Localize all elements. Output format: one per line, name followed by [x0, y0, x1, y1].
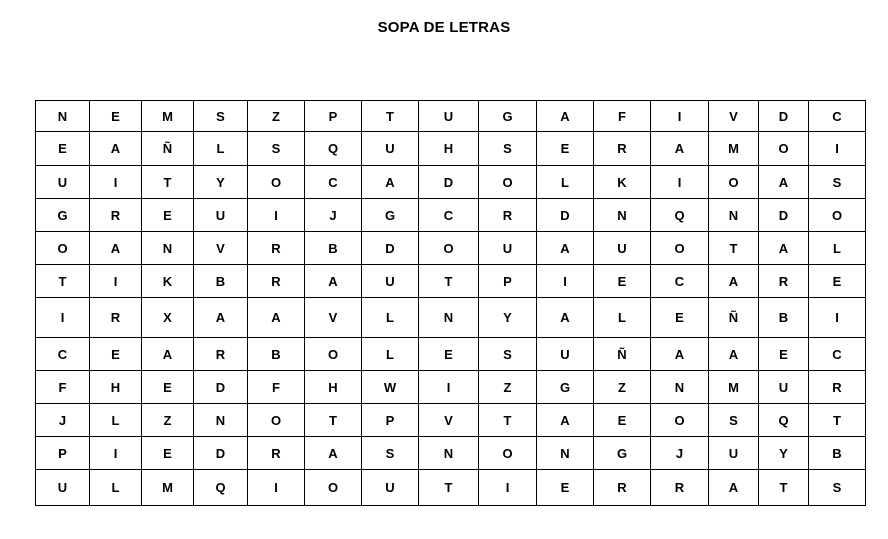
grid-cell: S	[248, 132, 305, 166]
grid-cell: P	[36, 437, 90, 470]
grid-cell: O	[651, 404, 709, 437]
grid-cell: U	[594, 232, 651, 265]
grid-cell: I	[651, 166, 709, 199]
grid-cell: L	[194, 132, 248, 166]
grid-cell: N	[419, 437, 479, 470]
grid-cell: S	[362, 437, 419, 470]
grid-cell: U	[194, 199, 248, 232]
grid-cell: L	[537, 166, 594, 199]
grid-cell: C	[809, 338, 866, 371]
grid-cell: N	[537, 437, 594, 470]
grid-cell: H	[90, 371, 142, 404]
grid-cell: A	[248, 298, 305, 338]
grid-cell: E	[142, 437, 194, 470]
word-search-grid	[35, 100, 866, 506]
grid-row	[36, 371, 866, 404]
grid-cell: S	[809, 166, 866, 199]
grid-cell: Z	[248, 101, 305, 132]
grid-cell: I	[537, 265, 594, 298]
grid-cell: G	[36, 199, 90, 232]
grid-cell: U	[419, 101, 479, 132]
grid-cell: X	[142, 298, 194, 338]
grid-cell: N	[709, 199, 759, 232]
grid-cell: N	[651, 371, 709, 404]
grid-cell: U	[709, 437, 759, 470]
grid-cell: D	[194, 371, 248, 404]
grid-cell: R	[594, 470, 651, 506]
grid-row	[36, 404, 866, 437]
grid-cell: T	[479, 404, 537, 437]
grid-cell: D	[759, 101, 809, 132]
grid-cell: I	[479, 470, 537, 506]
grid-cell: J	[651, 437, 709, 470]
grid-cell: O	[709, 166, 759, 199]
grid-row	[36, 470, 866, 506]
grid-cell: E	[90, 101, 142, 132]
grid-row	[36, 338, 866, 371]
grid-cell: O	[419, 232, 479, 265]
grid-cell: G	[479, 101, 537, 132]
grid-cell: O	[305, 470, 362, 506]
grid-cell: T	[809, 404, 866, 437]
grid-cell: G	[537, 371, 594, 404]
grid-cell: T	[362, 101, 419, 132]
grid-cell: R	[248, 265, 305, 298]
grid-cell: V	[305, 298, 362, 338]
grid-cell: D	[362, 232, 419, 265]
grid-cell: T	[305, 404, 362, 437]
grid-cell: T	[36, 265, 90, 298]
grid-cell: A	[537, 232, 594, 265]
grid-cell: S	[709, 404, 759, 437]
grid-cell: L	[594, 298, 651, 338]
grid-cell: Ñ	[142, 132, 194, 166]
grid-cell: Ñ	[594, 338, 651, 371]
grid-cell: B	[305, 232, 362, 265]
grid-cell: T	[419, 470, 479, 506]
grid-cell: B	[759, 298, 809, 338]
grid-cell: D	[194, 437, 248, 470]
grid-row	[36, 166, 866, 199]
grid-cell: O	[479, 166, 537, 199]
grid-cell: E	[537, 470, 594, 506]
page-title: SOPA DE LETRAS	[377, 19, 511, 36]
grid-cell: S	[194, 101, 248, 132]
grid-cell: I	[90, 437, 142, 470]
grid-cell: I	[248, 470, 305, 506]
grid-cell: Y	[479, 298, 537, 338]
grid-cell: A	[759, 166, 809, 199]
grid-cell: A	[709, 338, 759, 371]
grid-cell: U	[36, 166, 90, 199]
grid-cell: L	[362, 298, 419, 338]
grid-cell: F	[36, 371, 90, 404]
grid-cell: Z	[479, 371, 537, 404]
grid-cell: B	[194, 265, 248, 298]
grid-cell: U	[362, 470, 419, 506]
grid-row	[36, 265, 866, 298]
grid-cell: H	[419, 132, 479, 166]
grid-cell: E	[142, 371, 194, 404]
grid-cell: U	[36, 470, 90, 506]
grid-cell: E	[142, 199, 194, 232]
grid-cell: R	[479, 199, 537, 232]
grid-cell: R	[248, 232, 305, 265]
grid-cell: R	[759, 265, 809, 298]
grid-cell: Y	[194, 166, 248, 199]
grid-cell: L	[90, 404, 142, 437]
grid-cell: A	[305, 265, 362, 298]
grid-cell: E	[90, 338, 142, 371]
grid-cell: A	[90, 232, 142, 265]
grid-cell: O	[759, 132, 809, 166]
grid-cell: B	[809, 437, 866, 470]
grid-cell: M	[142, 101, 194, 132]
grid-cell: O	[36, 232, 90, 265]
grid-cell: Q	[194, 470, 248, 506]
grid-cell: V	[709, 101, 759, 132]
grid-cell: Q	[305, 132, 362, 166]
grid-cell: M	[709, 371, 759, 404]
grid-cell: U	[479, 232, 537, 265]
grid-cell: D	[419, 166, 479, 199]
grid-cell: F	[594, 101, 651, 132]
grid-cell: M	[709, 132, 759, 166]
grid-cell: V	[419, 404, 479, 437]
grid-cell: L	[362, 338, 419, 371]
grid-cell: R	[90, 298, 142, 338]
grid-cell: O	[305, 338, 362, 371]
grid-cell: N	[594, 199, 651, 232]
grid-cell: P	[479, 265, 537, 298]
grid-row	[36, 101, 866, 132]
grid-cell: J	[36, 404, 90, 437]
grid-cell: V	[194, 232, 248, 265]
grid-cell: A	[305, 437, 362, 470]
grid-cell: Z	[142, 404, 194, 437]
grid-cell: R	[594, 132, 651, 166]
grid-row	[36, 298, 866, 338]
grid-cell: U	[537, 338, 594, 371]
grid-cell: E	[759, 338, 809, 371]
grid-cell: O	[651, 232, 709, 265]
grid-cell: A	[709, 265, 759, 298]
grid-cell: E	[594, 265, 651, 298]
grid-cell: C	[419, 199, 479, 232]
grid-cell: A	[362, 166, 419, 199]
grid-cell: L	[90, 470, 142, 506]
grid-cell: T	[419, 265, 479, 298]
grid-cell: O	[479, 437, 537, 470]
grid-cell: N	[36, 101, 90, 132]
grid-cell: N	[194, 404, 248, 437]
grid-cell: I	[90, 166, 142, 199]
grid-cell: C	[36, 338, 90, 371]
grid-cell: K	[142, 265, 194, 298]
grid-cell: I	[651, 101, 709, 132]
grid-cell: I	[419, 371, 479, 404]
grid-cell: R	[248, 437, 305, 470]
grid-row	[36, 132, 866, 166]
grid-cell: Q	[651, 199, 709, 232]
grid-cell: H	[305, 371, 362, 404]
grid-cell: L	[809, 232, 866, 265]
grid-cell: T	[709, 232, 759, 265]
grid-cell: C	[305, 166, 362, 199]
grid-cell: Y	[759, 437, 809, 470]
grid-row	[36, 437, 866, 470]
grid-cell: D	[537, 199, 594, 232]
grid-row	[36, 199, 866, 232]
grid-cell: T	[759, 470, 809, 506]
grid-cell: C	[809, 101, 866, 132]
grid-cell: P	[362, 404, 419, 437]
grid-cell: E	[809, 265, 866, 298]
grid-cell: D	[759, 199, 809, 232]
grid-cell: N	[419, 298, 479, 338]
grid-cell: E	[651, 298, 709, 338]
grid-cell: G	[362, 199, 419, 232]
grid-cell: O	[809, 199, 866, 232]
grid-cell: I	[90, 265, 142, 298]
grid-cell: U	[759, 371, 809, 404]
grid-cell: N	[142, 232, 194, 265]
grid-cell: I	[809, 298, 866, 338]
grid-cell: K	[594, 166, 651, 199]
grid-cell: R	[809, 371, 866, 404]
grid-cell: I	[809, 132, 866, 166]
grid-cell: J	[305, 199, 362, 232]
grid-cell: T	[142, 166, 194, 199]
grid-cell: C	[651, 265, 709, 298]
grid-cell: E	[594, 404, 651, 437]
grid-cell: E	[537, 132, 594, 166]
grid-cell: A	[537, 404, 594, 437]
grid-cell: P	[305, 101, 362, 132]
grid-cell: I	[36, 298, 90, 338]
grid-cell: Z	[594, 371, 651, 404]
grid-cell: A	[90, 132, 142, 166]
grid-cell: R	[194, 338, 248, 371]
grid-cell: M	[142, 470, 194, 506]
grid-cell: A	[194, 298, 248, 338]
grid-cell: Q	[759, 404, 809, 437]
grid-cell: S	[479, 338, 537, 371]
grid-cell: R	[651, 470, 709, 506]
grid-cell: A	[651, 132, 709, 166]
grid-cell: R	[90, 199, 142, 232]
grid-row	[36, 232, 866, 265]
grid-cell: G	[594, 437, 651, 470]
grid-cell: W	[362, 371, 419, 404]
grid-cell: E	[419, 338, 479, 371]
grid-cell: A	[651, 338, 709, 371]
grid-cell: F	[248, 371, 305, 404]
grid-cell: O	[248, 404, 305, 437]
grid-cell: A	[142, 338, 194, 371]
grid-cell: S	[479, 132, 537, 166]
grid-cell: U	[362, 132, 419, 166]
grid-cell: Ñ	[709, 298, 759, 338]
grid-cell: B	[248, 338, 305, 371]
grid-cell: E	[36, 132, 90, 166]
grid-cell: I	[248, 199, 305, 232]
grid-cell: U	[362, 265, 419, 298]
grid-cell: A	[537, 101, 594, 132]
grid-cell: A	[709, 470, 759, 506]
grid-cell: A	[759, 232, 809, 265]
grid-cell: S	[809, 470, 866, 506]
grid-cell: O	[248, 166, 305, 199]
grid-cell: A	[537, 298, 594, 338]
